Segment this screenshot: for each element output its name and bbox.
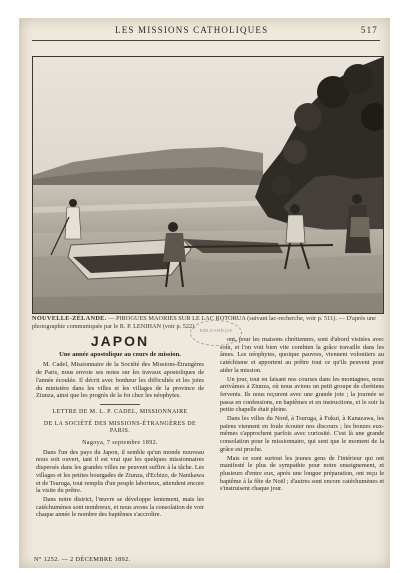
left-column <box>36 333 204 520</box>
body-paragraph: ont, pour les maisons chrétiennes, sont d'abord visitées avec soin, et l'on voit bien vite combien la grâce travaille dans les âmes. Les néophytes, quoique pauvres, viennent volontiers au catéchisme et apportent au prêtre tout ce qu'ils peuvent pour aider la mission. <box>220 336 384 374</box>
right-column <box>220 336 384 494</box>
article-subhead: Une année apostolique au cours de mission. <box>59 350 181 358</box>
body-paragraph: Dans notre district, l'œuvre se développe lentement, mais les catéchumènes sont nombreux, et nous avons la consolation de voir chaque année le nombre des baptêmes s'accroître. <box>36 495 204 519</box>
lake-photograph <box>32 56 384 314</box>
body-paragraph: Mais ce sont surtout les jeunes gens de l'intérieur qui ont manifesté le plus de sympathie pour notre enseignement, et plusieurs d'entre eux, après une longue préparation, ont reçu le baptême à la fête de Noël ; d'autres sont encore catéchumènes et s'instruisent chaque jour. <box>220 454 384 493</box>
section-title: JAPON <box>90 333 150 349</box>
library-stamp: BIBLIOTHÈQUE <box>190 320 242 346</box>
page-number: 517 <box>360 25 378 35</box>
body-paragraph: Dans l'un des pays du Japon, il semble qu'un monde nouveau nous soit ouvert, tant il est vrai que les quelques missionnaires dispersés dans les grandes villes ne peuvent suffire à la tâche. Les villages et les petites bourgades de Ziunza, d'Echizo, de Nanikawa et de Tsuruga, tout remplis d'un peuple laborieux, attendent encore la visite du prêtre. <box>36 448 204 495</box>
masthead-title: LES MISSIONS CATHOLIQUES <box>115 25 269 35</box>
caption-text: — PIROGUES MAORIES SUR LE LAC ROTORUA (suivant lac-recherche, voir p. 511). — D'après une photographie communiquée par le R. P. LENIHAN (voir p. 522). <box>32 315 376 330</box>
body-paragraph: Dans les villes du Nord, à Tsuruga, à Fukui, à Kanazawa, les païens viennent en foule écouter nos discours ; les bonzes eux-mêmes s'approchent parfois avec curiosité. C'est là une grande consolation pour le missionnaire, qui sent que le moment de la grâce est proche. <box>220 415 384 453</box>
dateline: Nagoya, 7 septembre 1892. <box>82 440 158 447</box>
masthead <box>20 22 390 36</box>
body-paragraph: Un jour, tout en faisant nos courses dans les montagnes, nous arrivâmes à Ziunza, où nous avions un petit groupe de chrétiens fervents. Ils nous reçurent avec une grande joie ; la journée se passa en confessions, en baptêmes et en instructions, et le soir la petite chapelle était pleine. <box>220 375 384 414</box>
intro-paragraph: M. Cadel, Missionnaire de la Société des Missions-Étrangères de Paris, nous envoie ses notes sur les travaux apostoliques de l'année écoulée. Il décrit avec bonheur les difficultés et les joies du ministère dans les villes et les villages de la province de Ziunza, ainsi que les progrès de la foi chez les néophytes. <box>36 361 204 400</box>
caption-label: NOUVELLE-ZÉLANDE. <box>32 315 107 322</box>
letter-heading-2: DE LA SOCIÉTÉ DES MISSIONS-ÉTRANGÈRES DE PARIS. <box>43 420 197 435</box>
photo-illustration <box>33 57 383 313</box>
header-rule <box>32 40 380 41</box>
issue-footer: N° 1252. — 2 DÉCEMBRE 1892. <box>34 556 131 563</box>
divider <box>100 404 140 405</box>
magazine-page <box>19 18 390 568</box>
letter-heading-1: LETTRE DE M. L. P. CADEL, MISSIONNAIRE <box>52 408 188 415</box>
